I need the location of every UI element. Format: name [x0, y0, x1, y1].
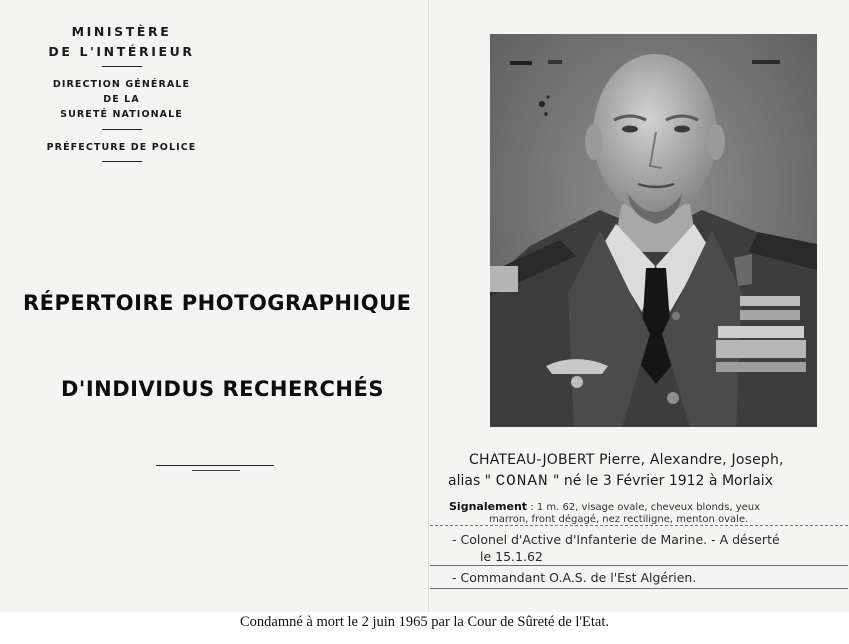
- header-rule-3: [102, 161, 142, 162]
- title-rule-short: [192, 470, 240, 471]
- document-title-line-1: RÉPERTOIRE PHOTOGRAPHIQUE: [23, 291, 412, 315]
- suspect-alias-line: [448, 472, 773, 490]
- rank-line-2: le 15.1.62: [480, 549, 543, 564]
- alias-prefix: alias ": [448, 473, 492, 489]
- direction-line-2: DE LA: [103, 94, 140, 105]
- direction-line-3: SURETÉ NATIONALE: [60, 109, 183, 120]
- rank-line-1: - Colonel d'Active d'Infanterie de Marine. - A déserté: [452, 532, 780, 547]
- page-fold-line: [428, 0, 429, 612]
- ministry-line-2: DE L'INTÉRIEUR: [48, 44, 195, 59]
- description-line-2: marron, front dégagé, nez rectiligne, menton ovale.: [489, 514, 749, 525]
- suspect-photograph: [490, 34, 817, 427]
- header-rule-2: [102, 129, 142, 130]
- ministry-line-1: MINISTÈRE: [71, 24, 172, 39]
- description-label: Signalement: [449, 500, 528, 513]
- form-line-3: [430, 588, 848, 589]
- suspect-full-name: CHATEAU-JOBERT Pierre, Alexandre, Joseph,: [469, 452, 784, 468]
- oas-command-line: - Commandant O.A.S. de l'Est Algérien.: [452, 570, 697, 585]
- birth-details: " né le 3 Février 1912 à Morlaix: [553, 473, 773, 489]
- document-title-line-2: D'INDIVIDUS RECHERCHÉS: [61, 377, 384, 401]
- form-line-1: [430, 525, 848, 526]
- form-line-2: [430, 565, 848, 566]
- photo-caption: Condamné à mort le 2 juin 1965 par la Cour de Sûreté de l'Etat.: [239, 614, 610, 630]
- direction-line-1: DIRECTION GÉNÉRALE: [52, 79, 191, 90]
- prefecture-line: PRÉFECTURE DE POLICE: [46, 142, 197, 153]
- description-line-1: [449, 500, 760, 513]
- description-text-1: : 1 m. 62, visage ovale, cheveux blonds, yeux: [530, 502, 761, 513]
- header-rule-1: [102, 66, 142, 67]
- title-rule-long: [156, 465, 274, 466]
- alias-name: CONAN: [495, 472, 549, 490]
